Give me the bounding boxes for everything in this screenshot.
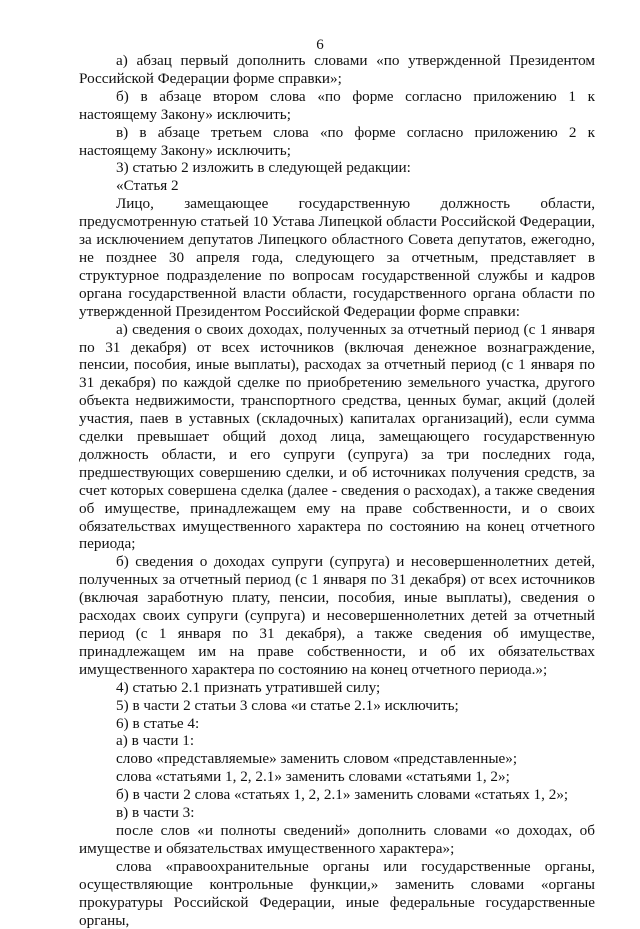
paragraph-6a: а) в части 1:	[116, 732, 195, 750]
paragraph-6c-1: после слов «и полноты сведений» дополнить словами «о доходах, об имуществе и обязательствах имущественного характера»;	[79, 821, 595, 857]
paragraph-6a-1: слово «представляемые» заменить словом «представленные»;	[116, 750, 518, 768]
paragraph-6a-2: слова «статьями 1, 2, 2.1» заменить словами «статьями 1, 2»;	[116, 768, 510, 786]
paragraph-item-6: 6) в статье 4:	[116, 714, 200, 732]
article-2-intro: Лицо, замещающее государственную должность области, предусмотренную статьей 10 Устава Липецкой области Российской Федерации, за исключением депутатов Липецкого областного Совета депутатов, ежегодно, не позднее 30 апреля года, следующего за отчетным, представляет в структурное подразделение по вопросам государственной службы и кадров органа государственной власти области, государственного органа области по утвержденной Президентом Российской Федерации форме справки:	[79, 195, 595, 320]
paragraph-item-3: 3) статью 2 изложить в следующей редакции:	[116, 159, 411, 177]
paragraph-6b: б) в части 2 слова «статьях 1, 2, 2.1» заменить словами «статьях 1, 2»;	[116, 786, 569, 804]
paragraph-6c-2: слова «правоохранительные органы или государственные органы, осуществляющие контрольные функции,» заменить словами «органы прокуратуры Российской Федерации, иные федеральные государственные органы,	[79, 857, 595, 929]
paragraph-6c: в) в части 3:	[116, 804, 195, 822]
paragraph-1a: а) абзац первый дополнить словами «по утвержденной Президентом Российской Федерации форме справки»;	[79, 52, 595, 87]
page-number: 6	[316, 37, 324, 53]
article-2-heading: «Статья 2	[116, 177, 179, 195]
paragraph-1b: б) в абзаце втором слова «по форме согласно приложению 1 к настоящему Закону» исключить;	[79, 87, 595, 123]
paragraph-1c: в) в абзаце третьем слова «по форме согласно приложению 2 к настоящему Закону» исключить;	[79, 123, 595, 159]
document-body	[79, 52, 595, 929]
article-2-item-b: б) сведения о доходах супруги (супруга) и несовершеннолетних детей, полученных за отчетный период (с 1 января по 31 декабря) от всех источников (включая заработную плату, пенсии, пособия, иные выплаты), сведения о расходах своих супруги (супруга) и несовершеннолетних детей за отчетный период (с 1 января по 31 декабря), а также сведения об имуществе, принадлежащем им на праве собственности, и об их обязательствах имущественного характера по состоянию на конец отчетного периода.»;	[79, 553, 595, 678]
paragraph-item-5: 5) в части 2 статьи 3 слова «и статье 2.1» исключить;	[116, 696, 459, 714]
paragraph-item-4: 4) статью 2.1 признать утратившей силу;	[116, 678, 381, 696]
article-2-item-a: а) сведения о своих доходах, полученных за отчетный период (с 1 января по 31 декабря) от всех источников (включая денежное вознаграждение, пенсии, пособия, иные выплаты), расходах за отчетный период (с 1 января по 31 декабря) по каждой сделке по приобретению земельного участка, другого объекта недвижимости, транспортного средства, ценных бумаг, акций (долей участия, паев в уставных (складочных) капиталах организаций), если сумма сделки превышает общий доход лица, замещающего государственную должность области, и его супруги (супруга) за три последних года, предшествующих совершению сделки, и об источниках получения средств, за счет которых совершена сделка (далее - сведения о расходах), а также сведения об имуществе, принадлежащем ему на праве собственности, и о своих обязательствах имущественного характера по состоянию на конец отчетного периода;	[79, 320, 595, 553]
